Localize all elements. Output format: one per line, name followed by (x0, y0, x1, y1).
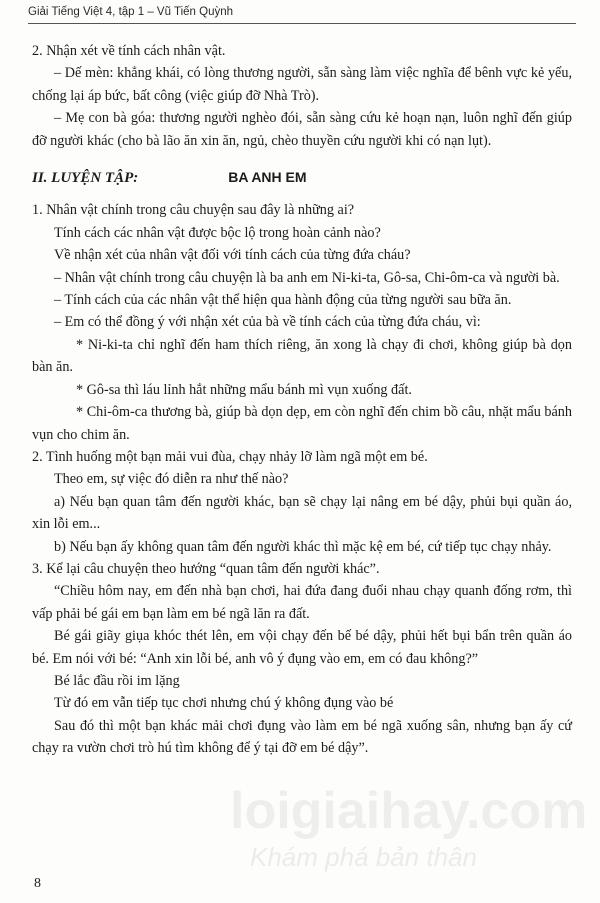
q1-bullet-gosa: * Gô-sa thì láu lỉnh hắt những mẩu bánh mì vụn xuống đất. (76, 381, 412, 398)
q3-paragraph: Bé gái giãy giụa khóc thét lên, em vội chạy đến bế bé dậy, phủi hết bụi bẩn trên quần áo bé. Em nói với bé: “Anh xin lỗi bé, anh vô ý đụng vào em, em có đau không?” (32, 628, 572, 667)
watermark-line-1: loigiaihay.com (230, 782, 588, 840)
q2-sub-question: Theo em, sự việc đó diễn ra như thế nào? (54, 471, 289, 488)
running-header: Giải Tiếng Việt 4, tập 1 – Vũ Tiến Quỳnh (28, 6, 234, 18)
story-title: BA ANH EM (228, 169, 307, 186)
q1-sub-question-1: Tính cách các nhân vật được bộc lộ trong hoàn cảnh nào? (54, 224, 381, 241)
section-heading (32, 166, 572, 189)
q3-paragraph: Sau đó thì một bạn khác mải chơi đụng vào làm em bé ngã xuống sân, nhưng bạn ấy cứ chạy ra vườn chơi trò hú tìm không để ý tại đỡ em bé dậy”. (32, 717, 572, 757)
page-body (32, 40, 572, 760)
q1-question: 1. Nhân vật chính trong câu chuyện sau đây là những ai? (32, 202, 355, 219)
q2-question: 2. Tình huống một bạn mải vui đùa, chạy nhảy lỡ làm ngã một em bé. (32, 448, 428, 465)
q3-paragraph: “Chiều hôm nay, em đến nhà bạn chơi, hai đứa đang đuổi nhau chạy quanh đống rơm, thì vấp phải bé gái em bạn làm em bé ngã lăn ra đất. (32, 583, 572, 622)
part1-line-me-con-ba-goa: – Mẹ con bà góa: thương người nghèo đói, sẵn sàng cứu kẻ hoạn nạn, luôn nghĩ đến giúp đỡ người khác (cho bà lão ăn xin ăn, ngủ, chèo thuyền cứu người khi có nạn lụt). (32, 110, 572, 149)
q1-sub-question-2: Về nhận xét của nhân vật đối với tính cách của từng đứa cháu? (54, 247, 411, 264)
q2-answer-a: a) Nếu bạn quan tâm đến người khác, bạn sẽ chạy lại nâng em bé dậy, phủi bụi quần áo, xin lỗi em... (32, 493, 572, 533)
q3-question: 3. Kể lại câu chuyện theo hướng “quan tâm đến người khác”. (32, 560, 380, 577)
q1-bullet-chiomca: * Chi-ôm-ca thương bà, giúp bà dọn dẹp, em còn nghĩ đến chim bồ câu, nhặt mẩu bánh vụn cho chim ăn. (32, 404, 572, 443)
q1-bullet-nikita: * Ni-ki-ta chỉ nghĩ đến ham thích riêng, ăn xong là chạy đi chơi, không giúp bà dọn bàn ăn. (32, 336, 572, 376)
q2-answer-b: b) Nếu bạn ấy không quan tâm đến người khác thì mặc kệ em bé, cứ tiếp tục chạy nhảy. (54, 538, 552, 555)
q1-answer-2: – Tính cách của các nhân vật thể hiện qua hành động của từng người sau bữa ăn. (54, 292, 512, 309)
header-rule (28, 23, 576, 24)
q1-answer-3: – Em có thể đồng ý với nhận xét của bà về tính cách của từng đứa cháu, vì: (54, 314, 481, 331)
q1-answer-1: – Nhân vật chính trong câu chuyện là ba anh em Ni-ki-ta, Gô-sa, Chi-ôm-ca và người bà. (54, 269, 560, 286)
watermark-line-2: Khám phá bản thân (250, 842, 477, 872)
page-number: 8 (34, 876, 41, 891)
part1-heading: 2. Nhận xét về tính cách nhân vật. (32, 43, 226, 59)
q3-paragraph: Từ đó em vẫn tiếp tục chơi nhưng chú ý không đụng vào bé (54, 695, 394, 712)
part1-line-de-men: – Dế mèn: khẳng khái, có lòng thương người, sẵn sàng làm việc nghĩa để bênh vực kẻ yếu, chống lại áp bức, bất công (việc giúp đỡ Nhà Trò). (32, 65, 572, 104)
q3-paragraph: Bé lắc đầu rồi im lặng (54, 672, 180, 689)
section-label: II. LUYỆN TẬP: (32, 170, 139, 187)
watermark (210, 770, 600, 880)
